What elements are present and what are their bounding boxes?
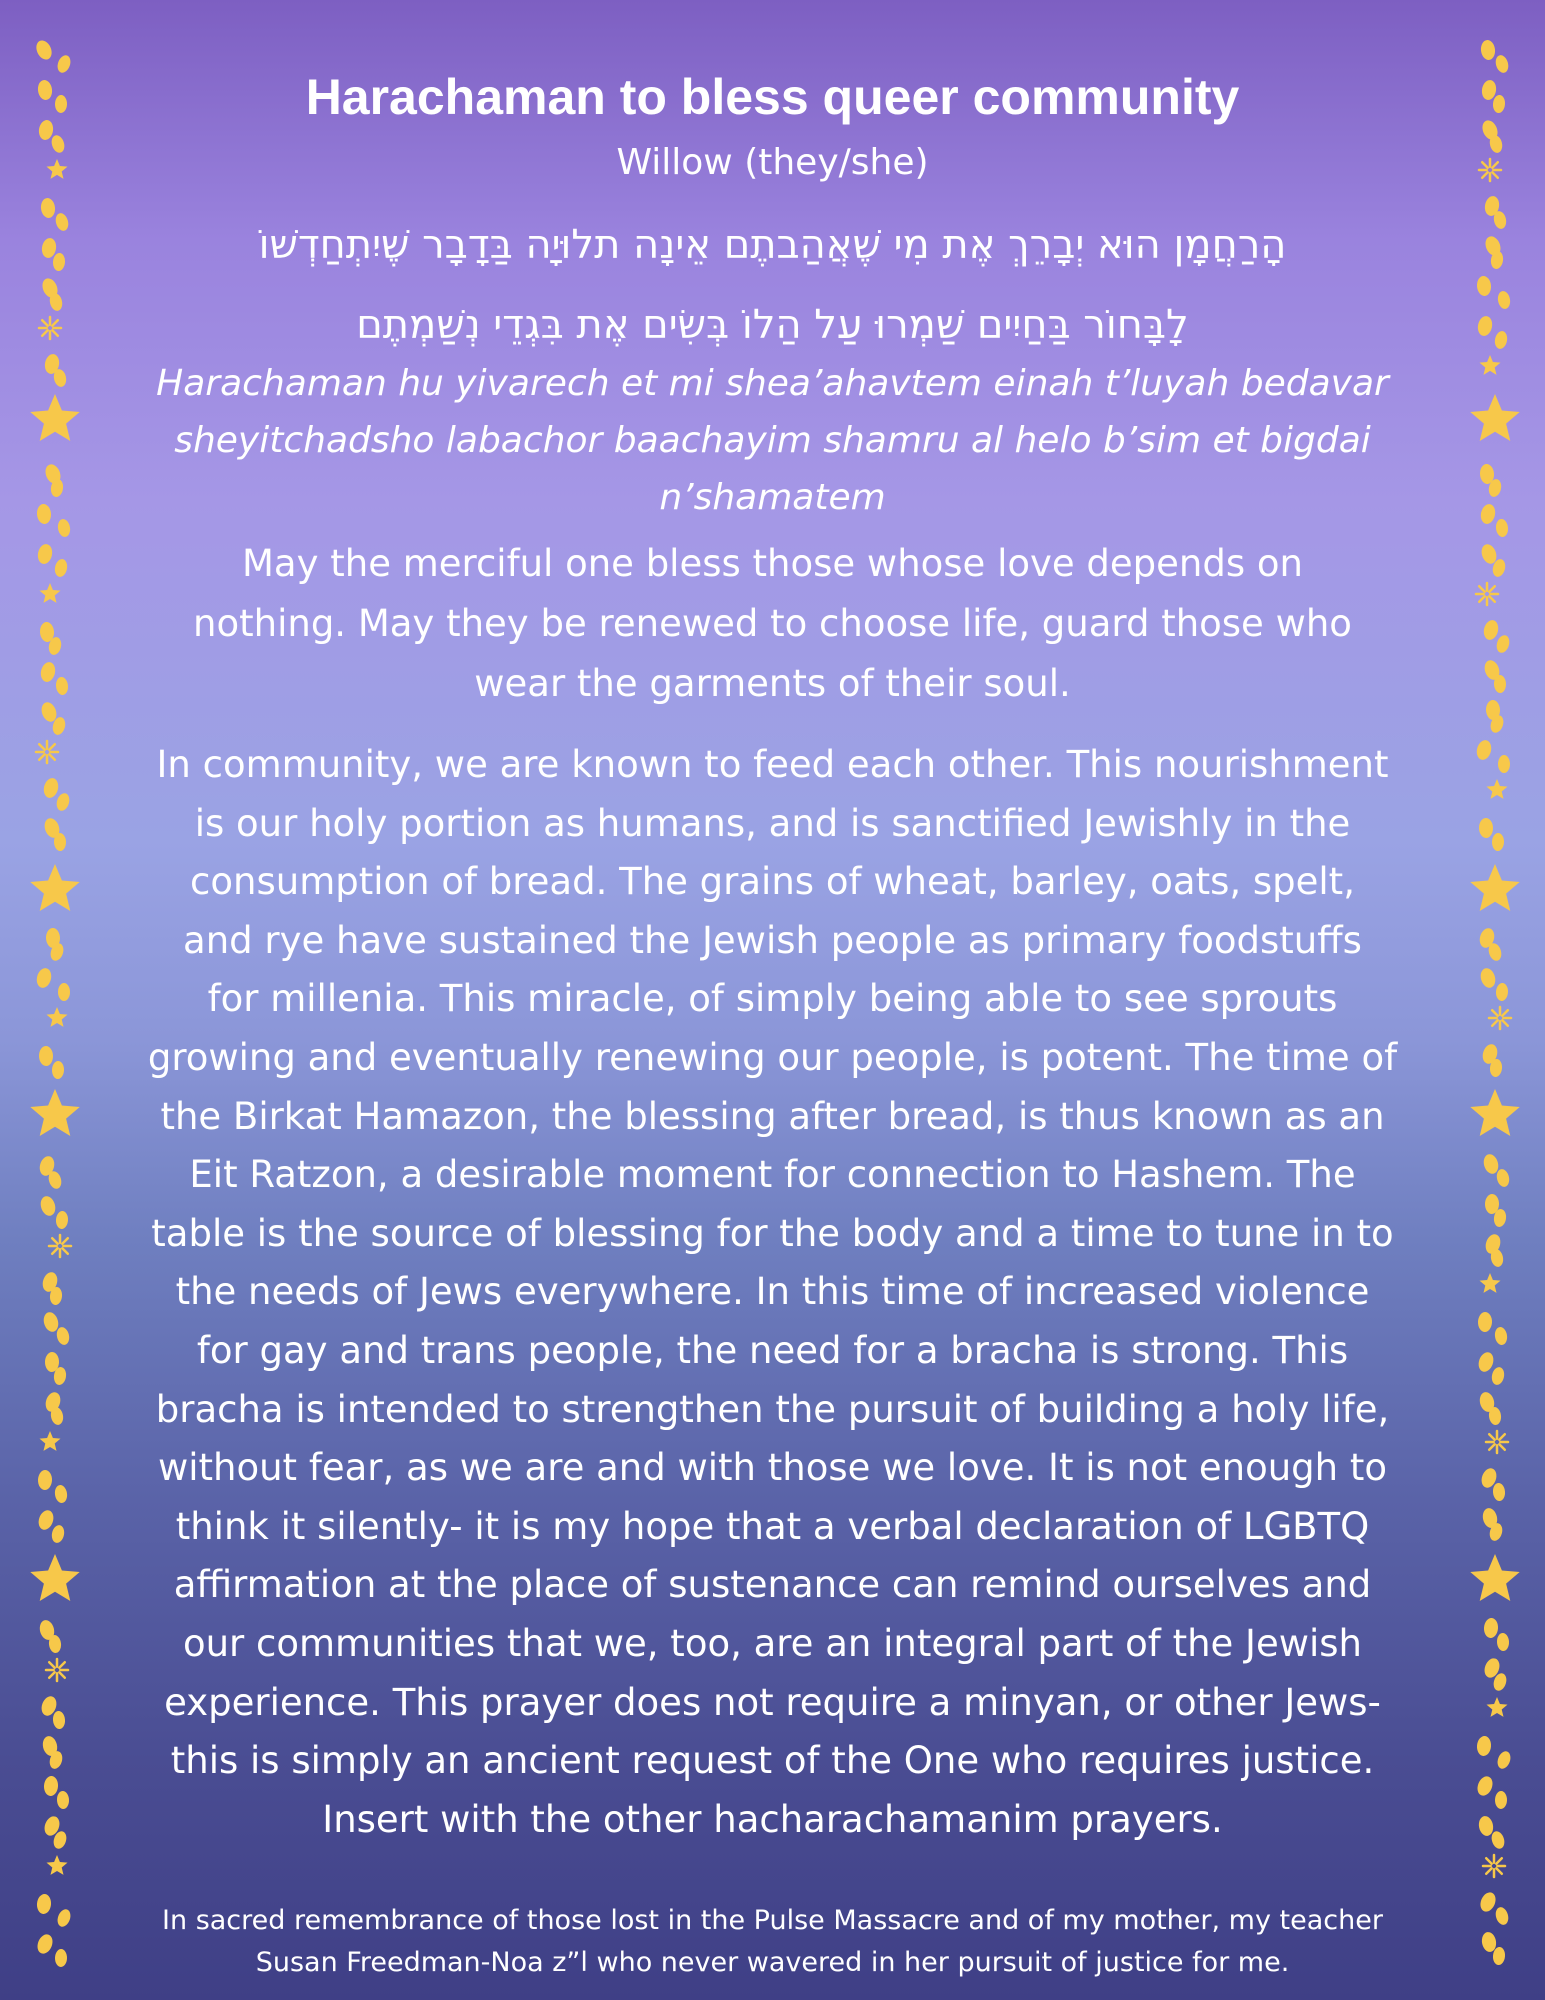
dedication-line: Susan Freedman-Noa z”l who never wavered in her pursuit of justice for me. bbox=[255, 1947, 1290, 1978]
translation-line: nothing. May they be renewed to choose life, guard those who bbox=[193, 602, 1352, 645]
hebrew-line: הָרַחֲמָן הוּא יְבָרֵךְ אֶת מִי שֶׁאֲהַבתֶם אֵינָה תלוּיָה בַּדָבָר שֶׁיִתְחַדְשׁוֹ bbox=[258, 222, 1287, 268]
paragraph-line: consumption of bread. The grains of wheat, barley, oats, spelt, bbox=[190, 860, 1355, 904]
paragraph-line: Insert with the other hacharachamanim prayers. bbox=[322, 1797, 1223, 1841]
transliteration-line: Harachaman hu yivarech et mi shea’ahavtem einah t’luyah bedavar bbox=[156, 363, 1389, 404]
paragraph-line: for millenia. This miracle, of simply being able to see sprouts bbox=[207, 977, 1338, 1021]
paragraph-line: the Birkat Hamazon, the blessing after bread, is thus known as an bbox=[160, 1094, 1385, 1138]
english-translation bbox=[120, 534, 1425, 714]
paragraph-line: the needs of Jews everywhere. In this time of increased violence bbox=[175, 1270, 1370, 1314]
transliteration-line: sheyitchadsho labachor baachayim shamru al helo b’sim et bigdai bbox=[174, 420, 1371, 461]
paragraph-line: growing and eventually renewing our people, is potent. The time of bbox=[147, 1035, 1398, 1079]
transliteration bbox=[120, 355, 1425, 526]
vine-ornaments bbox=[1470, 40, 1519, 1965]
paragraph-line: is our holy portion as humans, and is sanctified Jewishly in the bbox=[194, 801, 1351, 845]
dedication-line: In sacred remembrance of those lost in the Pulse Massacre and of my mother, my teacher bbox=[162, 1905, 1383, 1936]
page-title: Harachaman to bless queer community bbox=[305, 69, 1240, 125]
translation-line: May the merciful one bless those whose love depends on bbox=[242, 542, 1303, 585]
paragraph-line: for gay and trans people, the need for a bracha is strong. This bbox=[196, 1328, 1349, 1372]
paragraph-line: and rye have sustained the Jewish people as primary foodstuffs bbox=[183, 918, 1362, 962]
transliteration-line: n’shamatem bbox=[659, 477, 886, 518]
left-floral-border bbox=[10, 40, 100, 1970]
vine-ornaments bbox=[30, 40, 79, 1967]
translation-line: wear the garments of their soul. bbox=[474, 662, 1071, 705]
paragraph-line: without fear, as we are and with those we love. It is not enough to bbox=[157, 1446, 1388, 1490]
explanation-paragraph bbox=[120, 736, 1425, 1849]
author-credit: Willow (they/she) bbox=[616, 142, 929, 183]
paragraph-line: In community, we are known to feed each other. This nourishment bbox=[156, 743, 1389, 786]
hebrew-blessing bbox=[120, 205, 1425, 365]
paragraph-line: affirmation at the place of sustenance can remind ourselves and bbox=[173, 1563, 1372, 1607]
right-floral-border bbox=[1450, 40, 1540, 1970]
hebrew-line: לָבָּחוֹר בַּחַיִים שַׁמְרוּ עַל הַלוֹ בְּשִׂים אֶת בִּגְדֵי נְשַׁמְתֶם bbox=[356, 302, 1189, 348]
dedication bbox=[120, 1900, 1425, 1984]
paragraph-line: bracha is intended to strengthen the pursuit of building a holy life, bbox=[155, 1387, 1390, 1431]
paragraph-line: our communities that we, too, are an integral part of the Jewish bbox=[182, 1621, 1363, 1665]
paragraph-line: think it silently- it is my hope that a verbal declaration of LGBTQ bbox=[175, 1504, 1370, 1548]
paragraph-line: table is the source of blessing for the body and a time to tune in to bbox=[151, 1211, 1394, 1255]
paragraph-line: Eit Ratzon, a desirable moment for connection to Hashem. The bbox=[189, 1153, 1356, 1197]
paragraph-line: experience. This prayer does not require a minyan, or other Jews- bbox=[164, 1680, 1381, 1724]
paragraph-line: this is simply an ancient request of the One who requires justice. bbox=[170, 1739, 1375, 1783]
